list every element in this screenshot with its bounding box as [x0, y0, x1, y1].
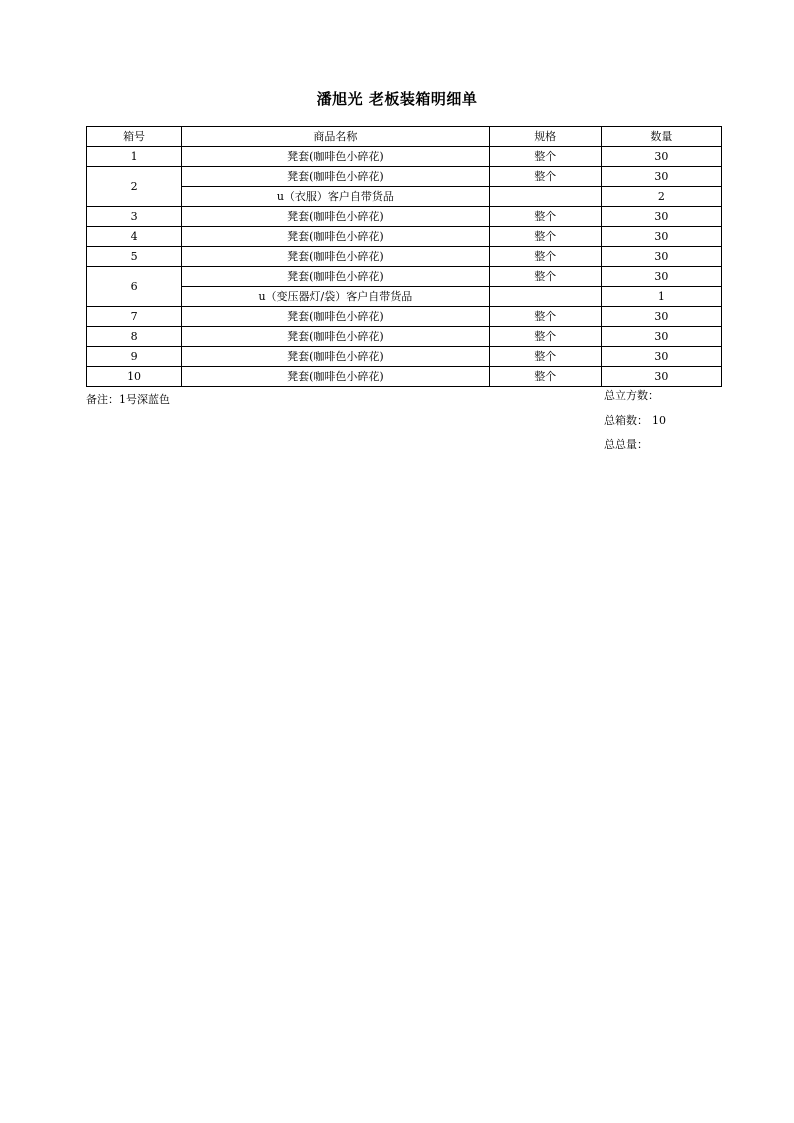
table-row [87, 207, 722, 227]
table-row [87, 167, 722, 187]
table-row [87, 287, 722, 307]
table-body [87, 147, 722, 387]
cell-spec: 整个 [489, 247, 601, 267]
header-spec: 规格 [489, 127, 601, 147]
total-weight-label: 总总量： [604, 438, 648, 451]
table-row [87, 327, 722, 347]
cell-product-name: 凳套(咖啡色小碎花) [182, 327, 489, 347]
cell-spec: 整个 [489, 347, 601, 367]
cell-quantity: 1 [601, 287, 721, 307]
cell-box-no: 8 [87, 327, 182, 347]
packing-list-table [86, 126, 722, 387]
cell-product-name: u（变压器灯/袋）客户自带货品 [182, 287, 489, 307]
cell-quantity: 30 [601, 147, 721, 167]
table-row [87, 227, 722, 247]
cell-spec [489, 187, 601, 207]
total-volume [604, 388, 663, 404]
cell-quantity: 30 [601, 167, 721, 187]
cell-spec: 整个 [489, 367, 601, 387]
cell-product-name: 凳套(咖啡色小碎花) [182, 207, 489, 227]
cell-quantity: 30 [601, 307, 721, 327]
total-weight [604, 437, 652, 453]
header-box-no: 箱号 [87, 127, 182, 147]
cell-quantity: 30 [601, 207, 721, 227]
cell-quantity: 2 [601, 187, 721, 207]
cell-quantity: 30 [601, 347, 721, 367]
cell-box-no: 6 [87, 267, 182, 307]
table-row [87, 247, 722, 267]
table-row [87, 267, 722, 287]
cell-spec: 整个 [489, 307, 601, 327]
table-header-row [87, 127, 722, 147]
table-row [87, 307, 722, 327]
cell-box-no: 7 [87, 307, 182, 327]
cell-product-name: 凳套(咖啡色小碎花) [182, 227, 489, 247]
cell-product-name: 凳套(咖啡色小碎花) [182, 367, 489, 387]
cell-quantity: 30 [601, 367, 721, 387]
cell-box-no: 5 [87, 247, 182, 267]
cell-box-no: 4 [87, 227, 182, 247]
header-quantity: 数量 [601, 127, 721, 147]
cell-product-name: 凳套(咖啡色小碎花) [182, 347, 489, 367]
cell-spec: 整个 [489, 167, 601, 187]
cell-quantity: 30 [601, 267, 721, 287]
document-title: 潘旭光 老板装箱明细单 [316, 90, 478, 108]
table-row [87, 367, 722, 387]
cell-box-no: 10 [87, 367, 182, 387]
cell-product-name: 凳套(咖啡色小碎花) [182, 247, 489, 267]
cell-spec [489, 287, 601, 307]
cell-product-name: 凳套(咖啡色小碎花) [182, 167, 489, 187]
cell-box-no: 2 [87, 167, 182, 207]
cell-product-name: 凳套(咖啡色小碎花) [182, 267, 489, 287]
total-boxes [604, 413, 666, 429]
cell-quantity: 30 [601, 227, 721, 247]
header-product-name: 商品名称 [182, 127, 489, 147]
table-row [87, 187, 722, 207]
cell-spec: 整个 [489, 147, 601, 167]
total-boxes-label: 总箱数： [604, 414, 648, 427]
cell-product-name: 凳套(咖啡色小碎花) [182, 307, 489, 327]
cell-box-no: 9 [87, 347, 182, 367]
cell-quantity: 30 [601, 247, 721, 267]
cell-product-name: u（衣服）客户自带货品 [182, 187, 489, 207]
cell-spec: 整个 [489, 227, 601, 247]
cell-quantity: 30 [601, 327, 721, 347]
total-boxes-value: 10 [652, 414, 666, 427]
cell-box-no: 1 [87, 147, 182, 167]
cell-spec: 整个 [489, 207, 601, 227]
table-row [87, 347, 722, 367]
cell-spec: 整个 [489, 267, 601, 287]
cell-box-no: 3 [87, 207, 182, 227]
total-volume-label: 总立方数： [604, 389, 659, 402]
remark-note: 备注：1号深蓝色 [86, 393, 170, 406]
table-row [87, 147, 722, 167]
cell-product-name: 凳套(咖啡色小碎花) [182, 147, 489, 167]
cell-spec: 整个 [489, 327, 601, 347]
